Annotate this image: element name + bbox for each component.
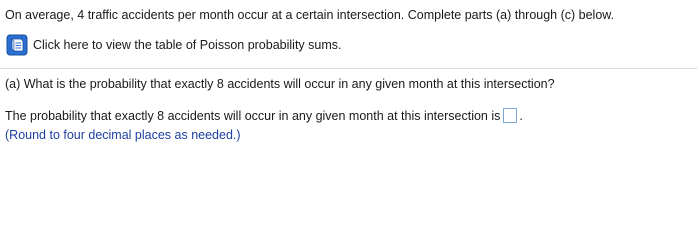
answer-suffix: . — [519, 108, 523, 123]
answer-prompt: The probability that exactly 8 accidents will occur in any given month at this intersection is — [5, 108, 501, 123]
rounding-hint: (Round to four decimal places as needed.) — [5, 128, 241, 142]
poisson-table-link[interactable]: Click here to view the table of Poisson probability sums. — [33, 38, 342, 52]
book-icon[interactable] — [6, 34, 28, 56]
problem-intro: On average, 4 traffic accidents per month occur at a certain intersection. Complete parts (a) through (c) below. — [5, 8, 615, 22]
poisson-table-link-row[interactable] — [6, 33, 341, 57]
part-a-answer-line — [5, 108, 523, 123]
section-divider — [0, 68, 697, 69]
part-a-question: (a) What is the probability that exactly 8 accidents will occur in any given month at this intersection? — [5, 77, 555, 91]
answer-input[interactable] — [503, 108, 517, 123]
